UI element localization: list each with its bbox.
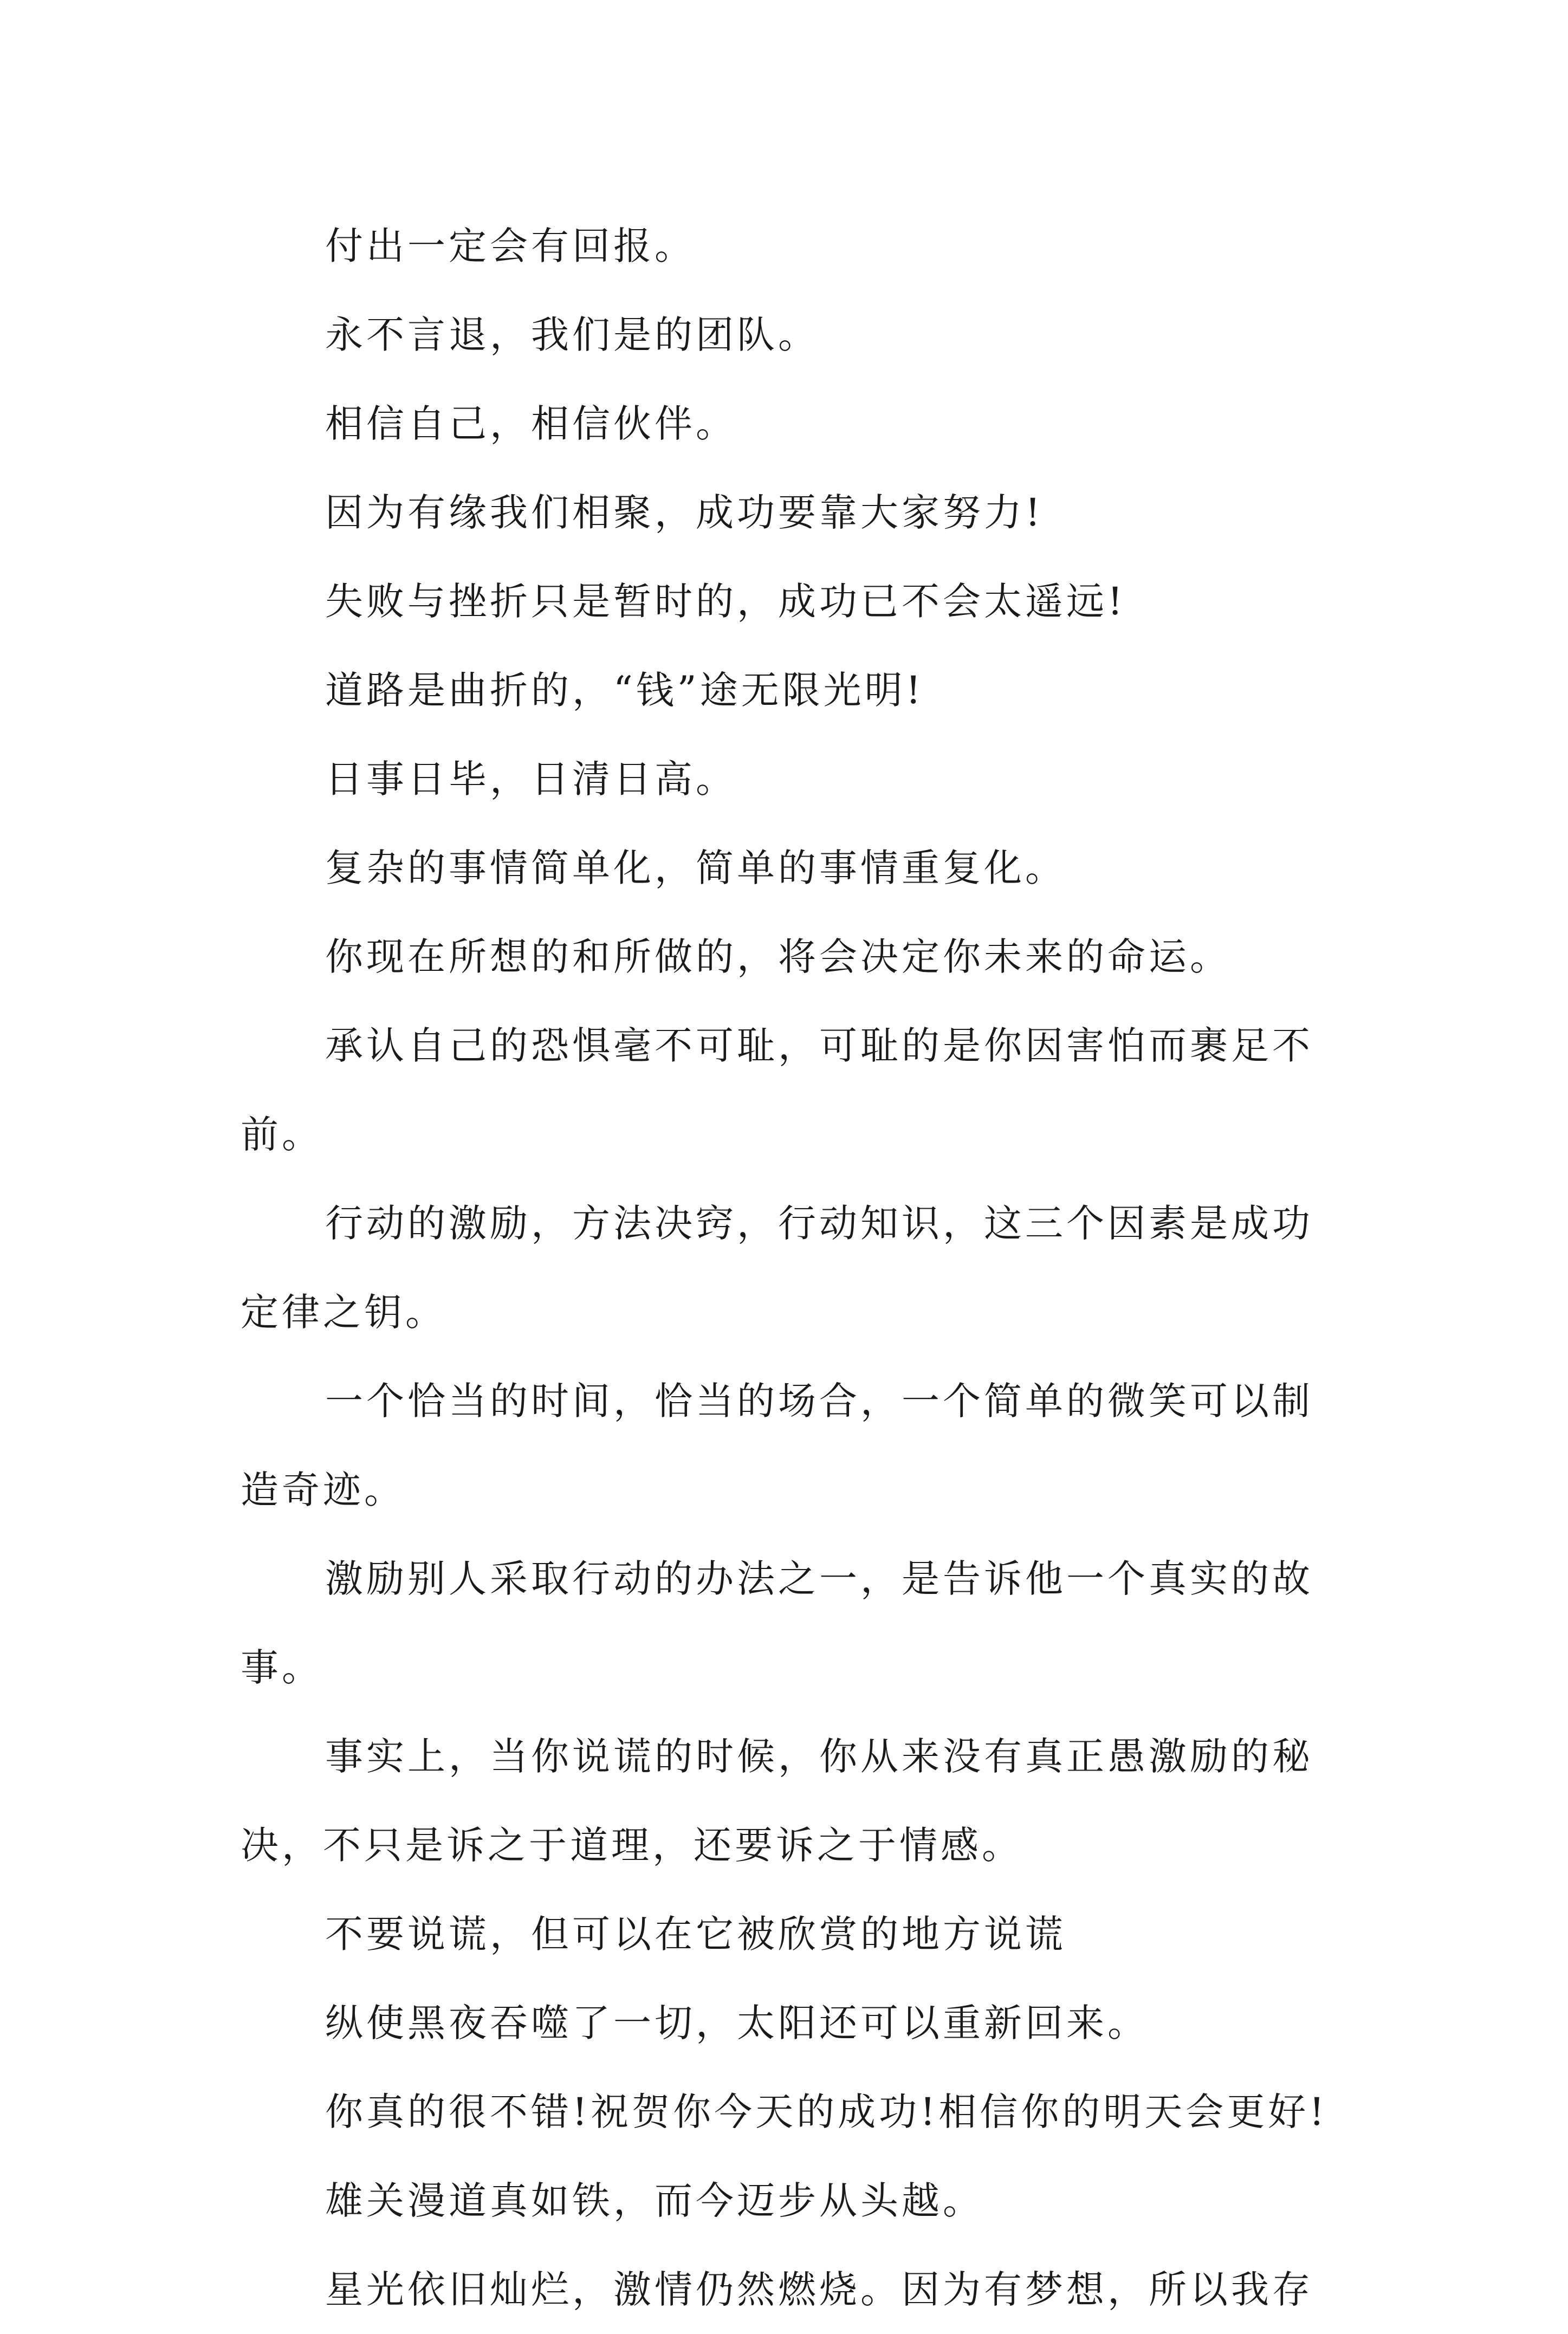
paragraph: 日事日毕，日清日高。 — [325, 757, 737, 801]
paragraph: 道路是曲折的，“钱”途无限光明! — [325, 668, 924, 712]
paragraph: 永不言退，我们是的团队。 — [325, 313, 819, 357]
paragraph: 事实上，当你说谎的时候，你从来没有真正愚激励的秘决，不只是诉之于道理，还要诉之于情感。 — [241, 1734, 1313, 1868]
paragraph: 星光依旧灿烂，激情仍然燃烧。因为有梦想，所以我存 — [325, 2267, 1313, 2312]
paragraph: 激励别人采取行动的办法之一，是告诉他一个真实的故事。 — [241, 1557, 1313, 1690]
paragraph: 纵使黑夜吞噬了一切，太阳还可以重新回来。 — [325, 2001, 1149, 2045]
paragraph: 复杂的事情简单化，简单的事情重复化。 — [325, 846, 1066, 890]
paragraph: 因为有缘我们相聚，成功要靠大家努力! — [325, 490, 1044, 535]
paragraph: 付出一定会有回报。 — [325, 224, 696, 268]
paragraph: 承认自己的恐惧毫不可耻，可耻的是你因害怕而裹足不前。 — [241, 1023, 1313, 1157]
document-body — [241, 202, 1344, 2334]
paragraph: 雄关漫道真如铁，而今迈步从头越。 — [325, 2179, 984, 2223]
paragraph: 一个恰当的时间，恰当的场合，一个简单的微笑可以制造奇迹。 — [241, 1379, 1313, 1512]
paragraph: 失败与挫折只是暂时的，成功已不会太遥远! — [325, 579, 1126, 624]
paragraph: 你真的很不错!祝贺你今天的成功!相信你的明天会更好! — [325, 2090, 1328, 2134]
paragraph: 相信自己，相信伙伴。 — [325, 401, 737, 446]
paragraph: 行动的激励，方法决窍，行动知识，这三个因素是成功定律之钥。 — [241, 1201, 1313, 1334]
paragraph: 你现在所想的和所做的，将会决定你未来的命运。 — [325, 935, 1231, 979]
paragraph: 不要说谎，但可以在它被欣赏的地方说谎 — [325, 1912, 1066, 1956]
